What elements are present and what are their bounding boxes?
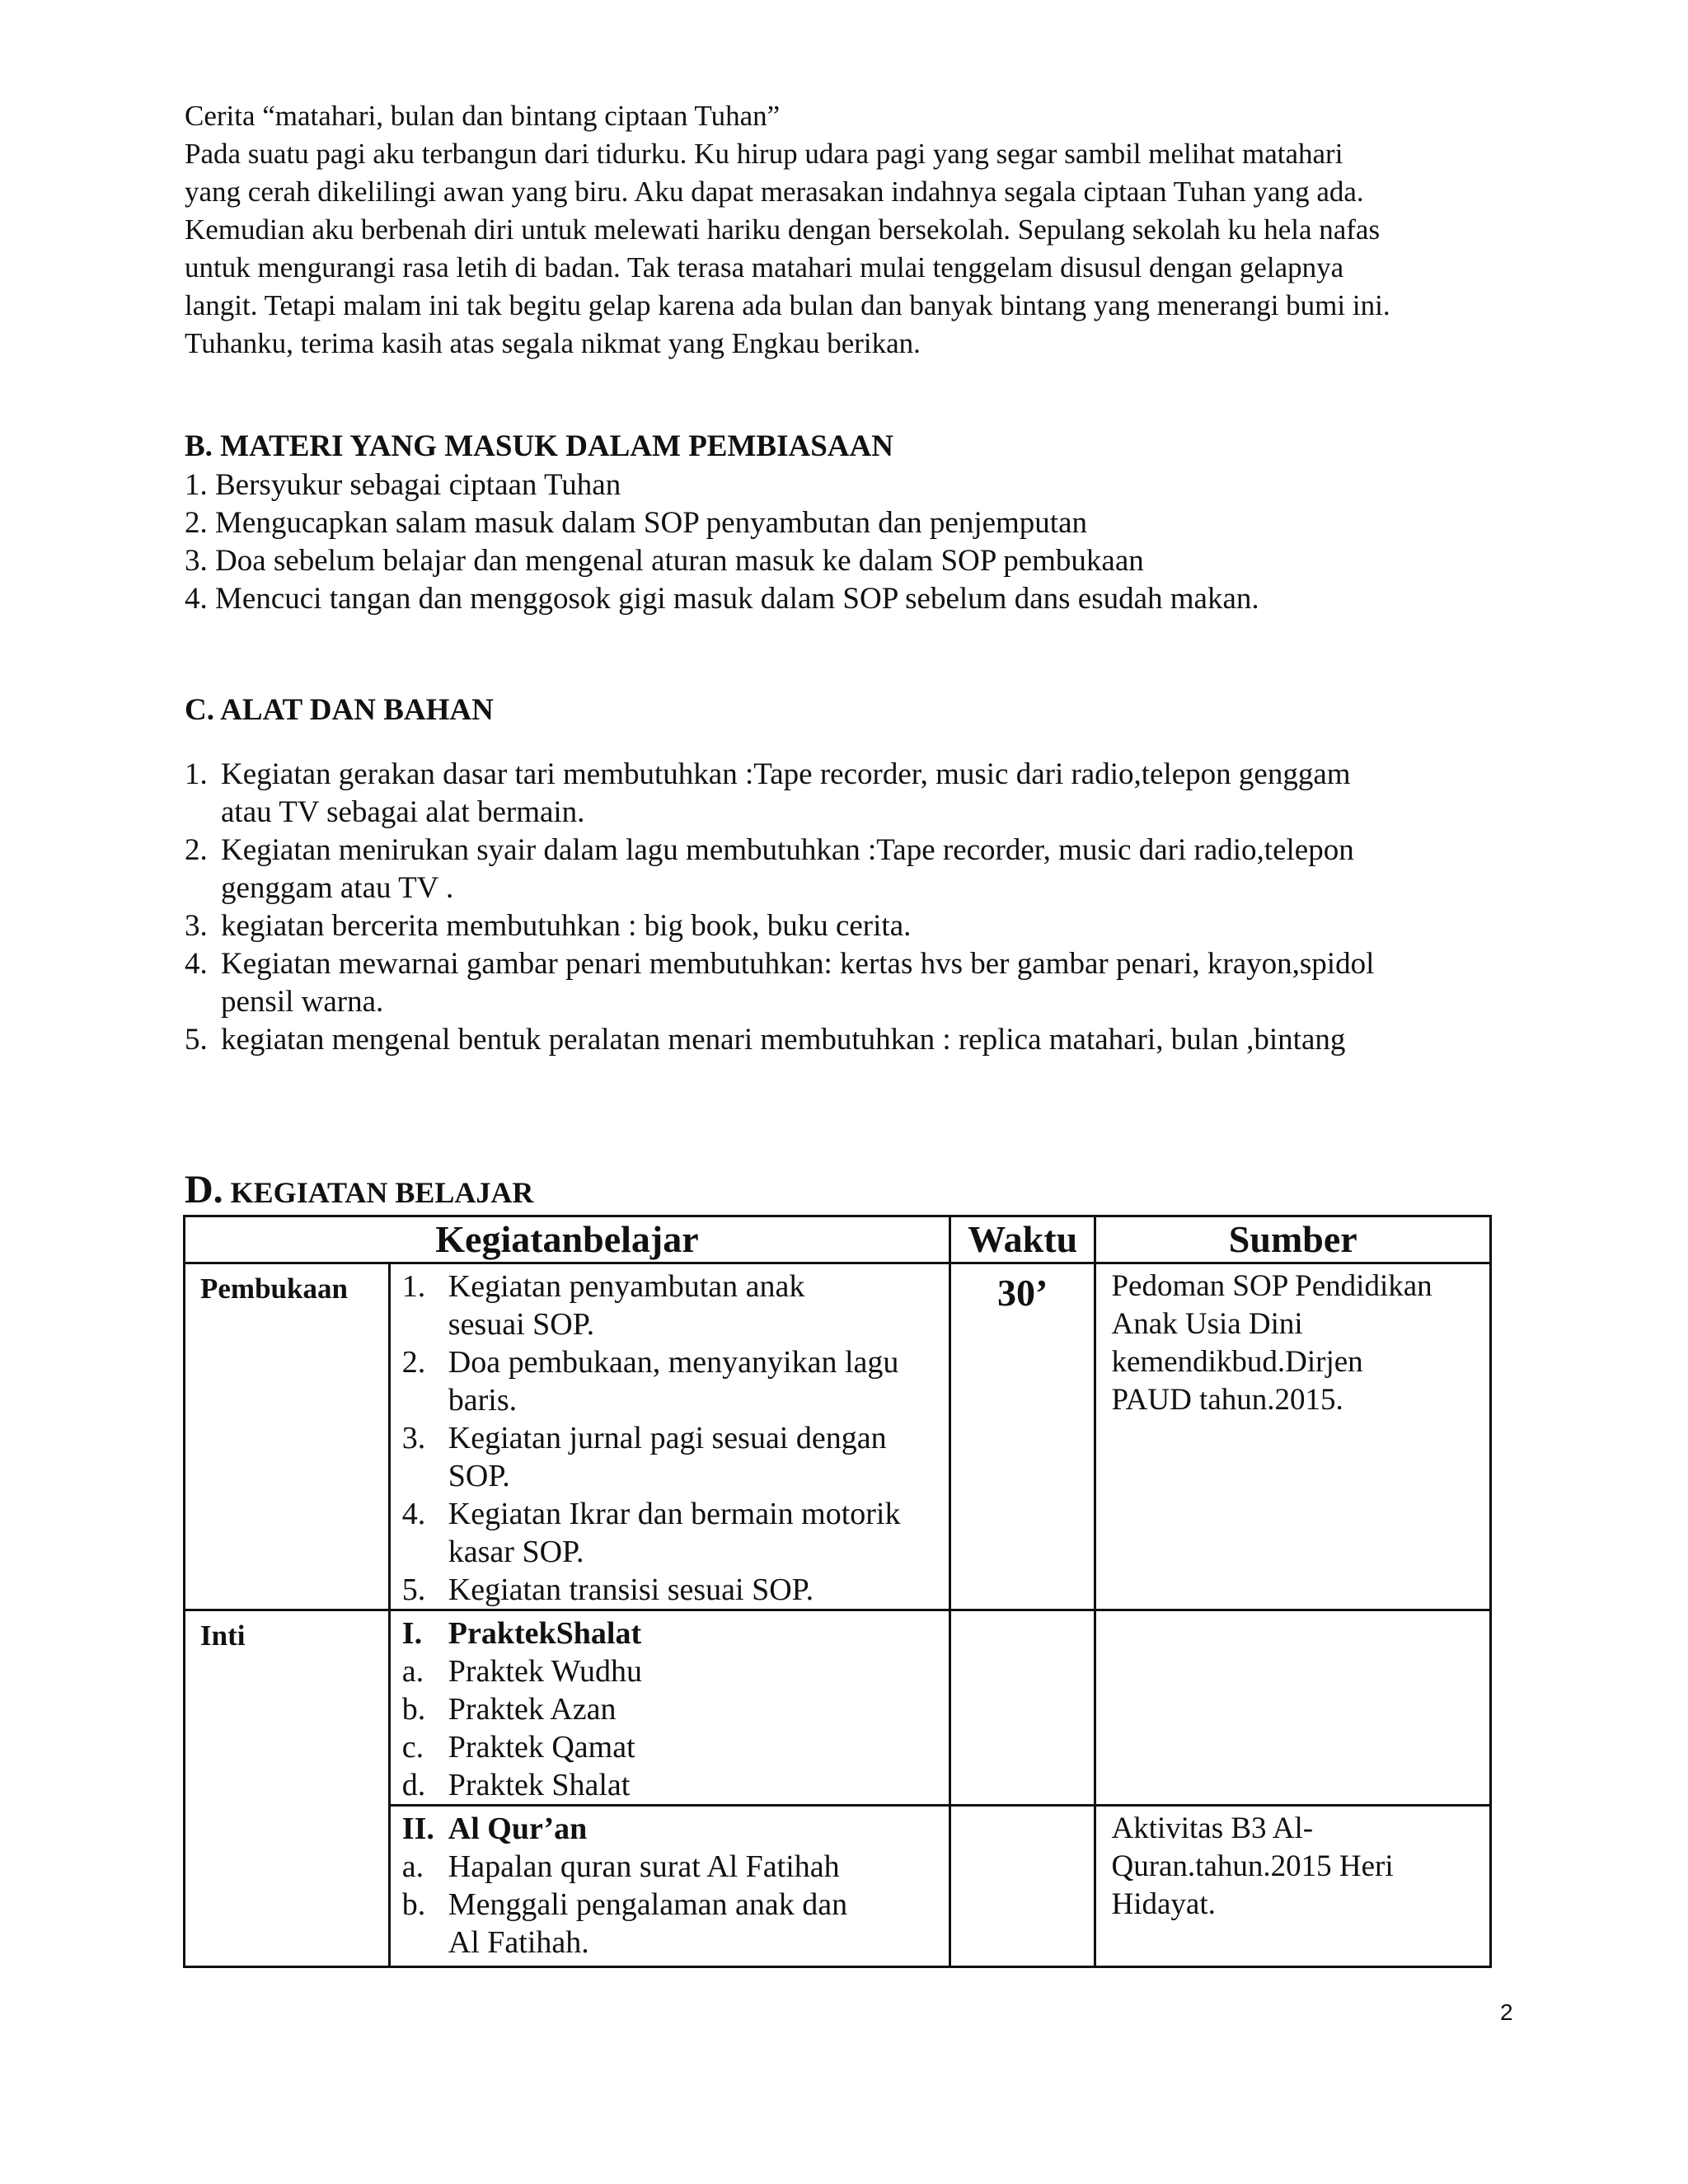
list-item: 2. Mengucapkan salam masuk dalam SOP penyambutan dan penjemputan xyxy=(185,506,1088,540)
story-line: Tuhanku, terima kasih atas segala nikmat yang Engkau berikan. xyxy=(185,327,921,359)
story-line: Kemudian aku berbenah diri untuk melewati hariku dengan bersekolah. Sepulang sekolah ku hela nafas xyxy=(185,213,1381,246)
activity-table xyxy=(183,1215,1492,1968)
story-line: langit. Tetapi malam ini tak begitu gelap karena ada bulan dan banyak bintang yang menerangi bumi ini. xyxy=(185,289,1390,321)
story-line: Pada suatu pagi aku terbangun dari tidurku. Ku hirup udara pagi yang segar sambil melihat matahari xyxy=(185,138,1343,170)
page-number: 2 xyxy=(1500,1999,1513,2025)
inti-group-2: II. Al Qur’an a. Hapalan quran surat Al Fatihah b. Menggali pengalaman anak dan Al Fatihah. xyxy=(389,1806,950,1967)
waktu-empty xyxy=(950,1610,1095,1806)
section-d-heading: D. KEGIATAN BELAJAR xyxy=(185,1168,534,1212)
story-block xyxy=(185,97,1503,363)
header-waktu: Waktu xyxy=(950,1216,1095,1263)
section-d xyxy=(185,1167,533,1212)
table-row xyxy=(185,1610,1491,1806)
pembukaan-items: 1. Kegiatan penyambutan anak sesuai SOP. 2. Doa pembukaan, menyanyikan lagu baris. 3. Kegiatan jurnal pagi sesuai dengan SOP. 4. Kegiatan Ikrar dan bermain motorik kasar SOP. 5. Kegiatan transisi sesuai SOP. xyxy=(389,1263,950,1610)
list-item: 1. Bersyukur sebagai ciptaan Tuhan xyxy=(185,468,621,502)
section-b-list xyxy=(185,466,1259,618)
table-header-row xyxy=(185,1216,1491,1263)
story-line: yang cerah dikelilingi awan yang biru. Aku dapat merasakan indahnya segala ciptaan Tuhan yang ada. xyxy=(185,176,1364,208)
waktu-empty xyxy=(950,1806,1095,1967)
header-sumber: Sumber xyxy=(1095,1216,1491,1263)
section-c-list xyxy=(185,756,1470,1059)
sumber-empty xyxy=(1095,1610,1491,1806)
sumber-value: Aktivitas B3 Al- Quran.tahun.2015 Heri Hidayat. xyxy=(1095,1806,1491,1967)
row-label-pembukaan: Pembukaan xyxy=(185,1263,390,1610)
inti-group-1: I. PraktekShalat a. Praktek Wudhu b. Praktek Azan c. Praktek Qamat d. Praktek Shalat xyxy=(389,1610,950,1806)
list-item: 3. Doa sebelum belajar dan mengenal aturan masuk ke dalam SOP pembukaan xyxy=(185,544,1144,578)
list-item: 3. kegiatan bercerita membutuhkan : big book, buku cerita. xyxy=(185,909,912,943)
story-title: Cerita “matahari, bulan dan bintang ciptaan Tuhan” xyxy=(185,100,781,132)
sumber-value: Pedoman SOP Pendidikan Anak Usia Dini kemendikbud.Dirjen PAUD tahun.2015. xyxy=(1095,1263,1491,1610)
section-c-heading: C. ALAT DAN BAHAN xyxy=(185,693,494,727)
waktu-value: 30’ xyxy=(950,1263,1095,1610)
story-line: untuk mengurangi rasa letih di badan. Tak terasa matahari mulai tenggelam disusul dengan gelapnya xyxy=(185,251,1344,284)
section-b xyxy=(185,427,1259,618)
header-kegiatan: Kegiatanbelajar xyxy=(185,1216,950,1263)
list-item: 1. Kegiatan gerakan dasar tari membutuhkan :Tape recorder, music dari radio,telepon genggam atau TV sebagai alat bermain. xyxy=(185,757,1351,829)
list-item: 2. Kegiatan menirukan syair dalam lagu membutuhkan :Tape recorder, music dari radio,telepon genggam atau TV . xyxy=(185,833,1354,905)
list-item: 4. Mencuci tangan dan menggosok gigi masuk dalam SOP sebelum dans esudah makan. xyxy=(185,582,1259,616)
list-item: 5. kegiatan mengenal bentuk peralatan menari membutuhkan : replica matahari, bulan ,bintang xyxy=(185,1023,1346,1057)
row-label-inti: Inti xyxy=(185,1610,390,1967)
table-row xyxy=(185,1263,1491,1610)
section-c xyxy=(185,692,1470,1059)
section-b-heading: B. MATERI YANG MASUK DALAM PEMBIASAAN xyxy=(185,429,893,463)
list-item: 4. Kegiatan mewarnai gambar penari membutuhkan: kertas hvs ber gambar penari, krayon,spidol pensil warna. xyxy=(185,947,1375,1019)
